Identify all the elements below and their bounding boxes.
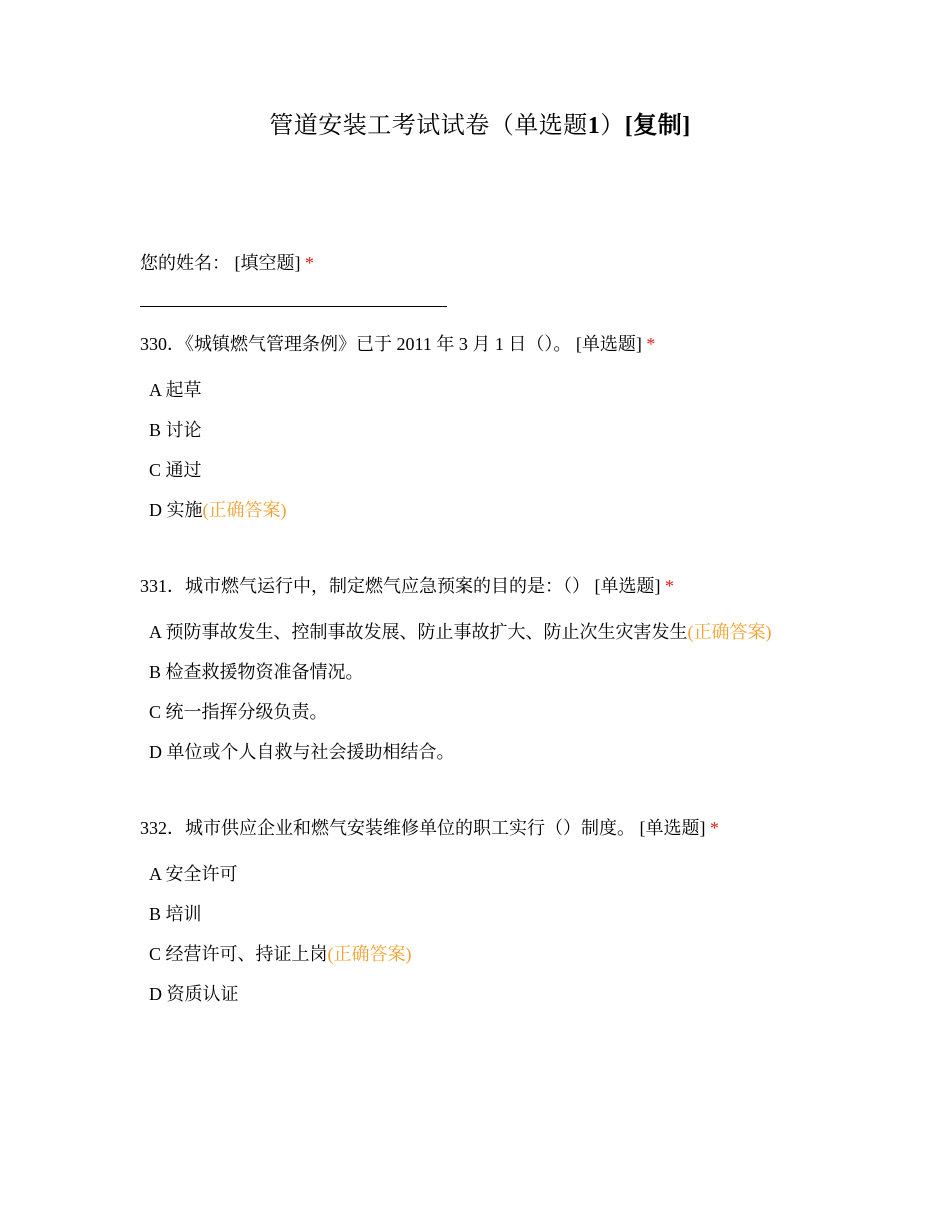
name-label: 您的姓名： xyxy=(140,253,230,273)
question-text: 330．《城镇燃气管理条例》已于 2011 年 3 月 1 日（）。 xyxy=(140,334,572,354)
question-text-row xyxy=(140,815,719,841)
option-d[interactable] xyxy=(149,739,772,779)
option-label: C 统一指挥分级负责。 xyxy=(149,702,328,722)
name-answer-line[interactable] xyxy=(140,306,447,307)
option-label: B 培训 xyxy=(149,904,202,924)
option-b[interactable] xyxy=(149,417,655,457)
title-prefix: 管道安装工考试试卷（单选题 xyxy=(269,113,588,139)
page-title xyxy=(0,110,950,142)
required-mark: * xyxy=(710,818,719,838)
option-label: A 起草 xyxy=(149,380,202,400)
name-question xyxy=(140,250,314,276)
option-label: D 实施 xyxy=(149,500,203,520)
option-label: A 安全许可 xyxy=(149,864,238,884)
question-type: [单选题] xyxy=(639,818,706,838)
question-text: 332．城市供应企业和燃气安装维修单位的职工实行（）制度。 xyxy=(140,818,635,838)
option-b[interactable] xyxy=(149,901,719,941)
options-list xyxy=(149,377,655,537)
options-list xyxy=(149,861,719,1021)
correct-answer-note: (正确答案) xyxy=(202,500,287,520)
option-c[interactable] xyxy=(149,457,655,497)
option-d[interactable] xyxy=(149,981,719,1021)
option-b[interactable] xyxy=(149,659,772,699)
question-type: [单选题] xyxy=(594,576,661,596)
option-a[interactable] xyxy=(149,619,772,659)
option-d[interactable] xyxy=(149,497,655,537)
option-a[interactable] xyxy=(149,861,719,901)
option-c[interactable] xyxy=(149,941,719,981)
option-label: C 经营许可、持证上岗 xyxy=(149,944,328,964)
question-text-row xyxy=(140,573,772,599)
title-copy-tag: [复制] xyxy=(624,113,691,139)
option-a[interactable] xyxy=(149,377,655,417)
options-list xyxy=(149,619,772,779)
correct-answer-note: (正确答案) xyxy=(687,622,772,642)
question-330 xyxy=(140,331,655,537)
question-332 xyxy=(140,815,719,1021)
required-mark: * xyxy=(646,334,656,354)
question-type: [单选题] xyxy=(575,334,642,354)
question-text-row xyxy=(140,331,655,357)
name-question-type: [填空题] xyxy=(234,253,301,273)
question-331 xyxy=(140,573,772,779)
required-mark: * xyxy=(665,576,674,596)
required-mark: * xyxy=(305,253,314,273)
option-label: B 检查救援物资准备情况。 xyxy=(149,662,364,682)
option-label: C 通过 xyxy=(149,460,202,480)
option-label: B 讨论 xyxy=(149,420,202,440)
title-number: 1 xyxy=(587,113,601,139)
option-label: D 单位或个人自救与社会援助相结合。 xyxy=(149,742,455,762)
option-c[interactable] xyxy=(149,699,772,739)
correct-answer-note: (正确答案) xyxy=(327,944,412,964)
question-text: 331．城市燃气运行中，制定燃气应急预案的目的是：（） xyxy=(140,576,590,596)
option-label: D 资质认证 xyxy=(149,984,239,1004)
option-label: A 预防事故发生、控制事故发展、防止事故扩大、防止次生灾害发生 xyxy=(149,622,688,642)
title-paren-close: ） xyxy=(600,113,625,139)
